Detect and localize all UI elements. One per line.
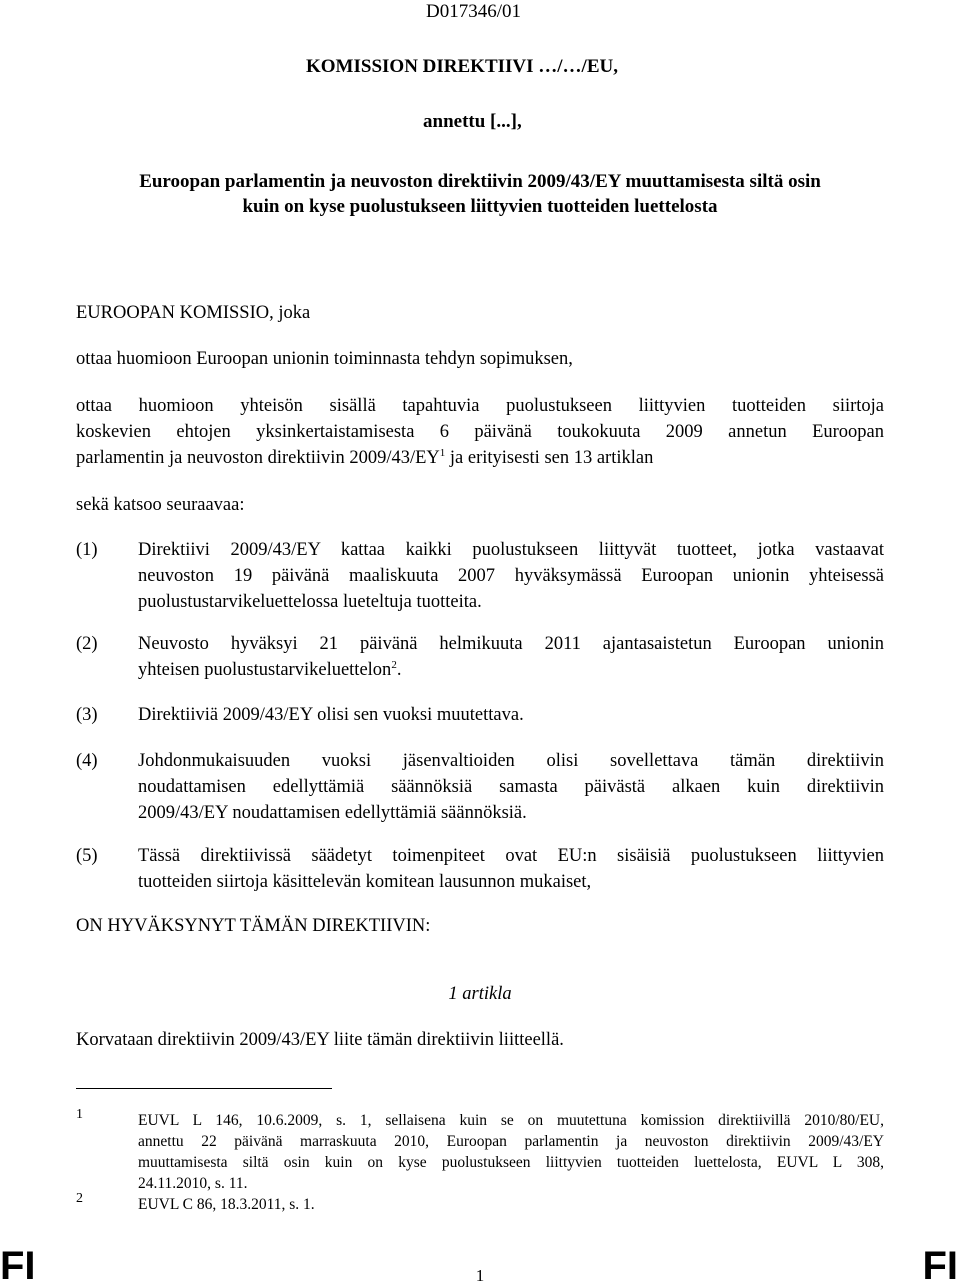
footnote-line: 24.11.2010, s. 11. [138, 1175, 248, 1192]
footnote-line: EUVL L 146, 10.6.2009, s. 1, sellaisena kuin se on muutettuna komission direktiivillä 2010/80/EU, [138, 1112, 884, 1129]
footnote-number: 1 [76, 1107, 83, 1122]
preamble-directive-line-3-rest: ja erityisesti sen 13 artiklan [445, 448, 654, 468]
directive-subject-line-2: kuin on kyse puolustukseen liittyvien tuotteiden luettelosta [242, 196, 718, 217]
recital-3-text [138, 702, 884, 728]
enacting-formula: ON HYVÄKSYNYT TÄMÄN DIREKTIIVIN: [76, 916, 431, 936]
footnote-reference-1: 1 [439, 447, 446, 459]
directive-title: KOMISSION DIREKTIIVI …/…/EU, [306, 56, 618, 77]
document-reference: D017346/01 [426, 1, 521, 22]
preamble-directive-line-3-text: parlamentin ja neuvoston direktiivin 2009/43/EY [76, 448, 440, 468]
preamble-directive-line-3 [76, 445, 884, 471]
recital-line: puolustustarvikeluettelossa lueteltuja tuotteita. [138, 592, 482, 612]
footnote-number: 2 [76, 1191, 83, 1206]
footnote-line: EUVL C 86, 18.3.2011, s. 1. [138, 1196, 315, 1213]
footnote-line: annettu 22 päivänä marraskuuta 2010, Euroopan parlamentin ja neuvoston direktiivin 2009/43/EY [138, 1133, 884, 1150]
preamble-directive-paragraph [76, 393, 884, 471]
recital-line: 2009/43/EY noudattamisen edellyttämiä säännöksiä. [138, 803, 527, 823]
article-text: Korvataan direktiivin 2009/43/EY liite tämän direktiivin liitteellä. [76, 1030, 564, 1050]
language-code-left: FI [0, 1244, 36, 1288]
recital-line: noudattamisen edellyttämiä säännöksiä samasta päivästä alkaen kuin direktiivin [138, 777, 884, 797]
recital-line: neuvoston 19 päivänä maaliskuuta 2007 hyväksymässä Euroopan unionin yhteisessä [138, 566, 884, 586]
preamble-directive-line-1: ottaa huomioon yhteisön sisällä tapahtuvia puolustukseen liittyvien tuotteiden siirtoja [76, 396, 884, 416]
recital-line: Neuvosto hyväksyi 21 päivänä helmikuuta 2011 ajantasaistetun Euroopan unionin [138, 634, 884, 654]
page-number: 1 [475, 1266, 485, 1285]
whereas-intro: sekä katsoo seuraavaa: [76, 495, 245, 515]
recital-number: (4) [76, 751, 98, 771]
language-code-right: FI [922, 1244, 958, 1288]
recital-number: (5) [76, 846, 98, 866]
footnote-2-text [138, 1194, 884, 1215]
recital-number: (3) [76, 705, 98, 725]
recital-number: (1) [76, 540, 98, 560]
recital-line-text: yhteisen puolustustarvikeluettelon [138, 660, 392, 680]
preamble-treaty: ottaa huomioon Euroopan unionin toiminnasta tehdyn sopimuksen, [76, 349, 573, 369]
article-heading: 1 artikla [448, 984, 512, 1004]
recital-5-text [138, 843, 884, 895]
footnote-reference-2: 2 [391, 659, 397, 671]
recital-line: Direktiiviä 2009/43/EY olisi sen vuoksi muutettava. [138, 705, 524, 725]
footnote-line: muuttamisesta siltä osin kuin on kyse puolustukseen liittyvien tuotteiden luettelosta, EUVL L 308, [138, 1154, 884, 1171]
recital-line: tuotteiden siirtoja käsittelevän komitean lausunnon mukaiset, [138, 872, 592, 892]
recital-line-end: . [396, 660, 402, 680]
recital-line: Direktiivi 2009/43/EY kattaa kaikki puolustukseen liittyvät tuotteet, jotka vastaavat [138, 540, 884, 560]
footnote-separator [76, 1088, 332, 1089]
directive-subject-line-1: Euroopan parlamentin ja neuvoston direktiivin 2009/43/EY muuttamisesta siltä osin [139, 171, 821, 192]
recital-4-text [138, 748, 884, 826]
recital-2-text [138, 631, 884, 683]
recital-line: Johdonmukaisuuden vuoksi jäsenvaltioiden olisi sovellettava tämän direktiivin [138, 751, 884, 771]
recital-line [138, 657, 884, 683]
footnote-1-text [138, 1110, 884, 1194]
recital-number: (2) [76, 634, 98, 654]
recital-line: Tässä direktiivissä säädetyt toimenpiteet ovat EU:n sisäisiä puolustukseen liittyvien [138, 846, 884, 866]
directive-date: annettu [...], [423, 111, 522, 132]
preamble-directive-line-2: koskevien ehtojen yksinkertaistamisesta 6 päivänä toukokuuta 2009 annetun Euroopan [76, 422, 884, 442]
preamble-intro: EUROOPAN KOMISSIO, joka [76, 303, 311, 323]
recital-1-text [138, 537, 884, 615]
